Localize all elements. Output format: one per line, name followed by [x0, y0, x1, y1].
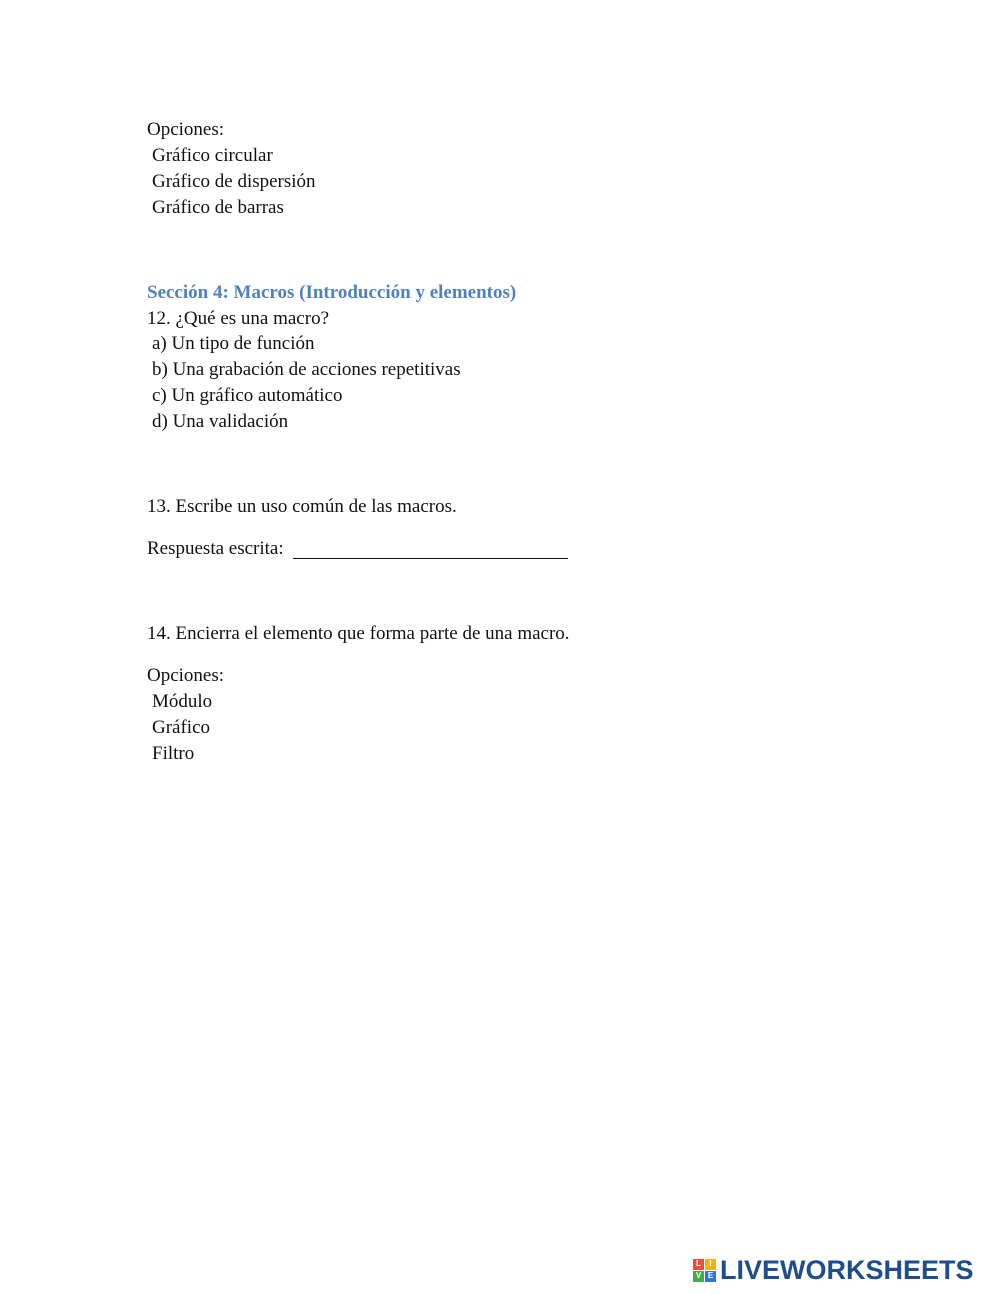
logo-block: V	[693, 1271, 704, 1282]
option-item[interactable]: Gráfico circular	[152, 145, 273, 166]
options-label: Opciones:	[147, 665, 225, 686]
option-item[interactable]: Gráfico	[152, 717, 211, 738]
answer-option-d[interactable]: d) Una validación	[152, 411, 289, 432]
answer-blank-field[interactable]	[293, 558, 568, 559]
liveworksheets-logo	[693, 1256, 974, 1284]
option-item[interactable]: Gráfico de barras	[152, 197, 284, 218]
option-item[interactable]: Filtro	[152, 743, 195, 764]
logo-icon	[693, 1259, 716, 1282]
answer-option-a[interactable]: a) Un tipo de función	[152, 333, 315, 354]
question-12: 12. ¿Qué es una macro?	[147, 308, 330, 329]
logo-block: I	[705, 1259, 716, 1270]
logo-text: LIVEWORKSHEETS	[720, 1254, 974, 1285]
options-label: Opciones:	[147, 119, 225, 140]
question-13: 13. Escribe un uso común de las macros.	[147, 496, 457, 517]
answer-option-c[interactable]: c) Un gráfico automático	[152, 385, 343, 406]
section-title: Sección 4: Macros (Introducción y elementos)	[147, 282, 517, 303]
option-item[interactable]: Gráfico de dispersión	[152, 171, 316, 192]
answer-option-b[interactable]: b) Una grabación de acciones repetitivas	[152, 359, 461, 380]
question-14: 14. Encierra el elemento que forma parte de una macro.	[147, 623, 570, 644]
option-item[interactable]: Módulo	[152, 691, 213, 712]
logo-block: E	[705, 1271, 716, 1282]
answer-label: Respuesta escrita:	[147, 538, 284, 559]
logo-block: L	[693, 1259, 704, 1270]
